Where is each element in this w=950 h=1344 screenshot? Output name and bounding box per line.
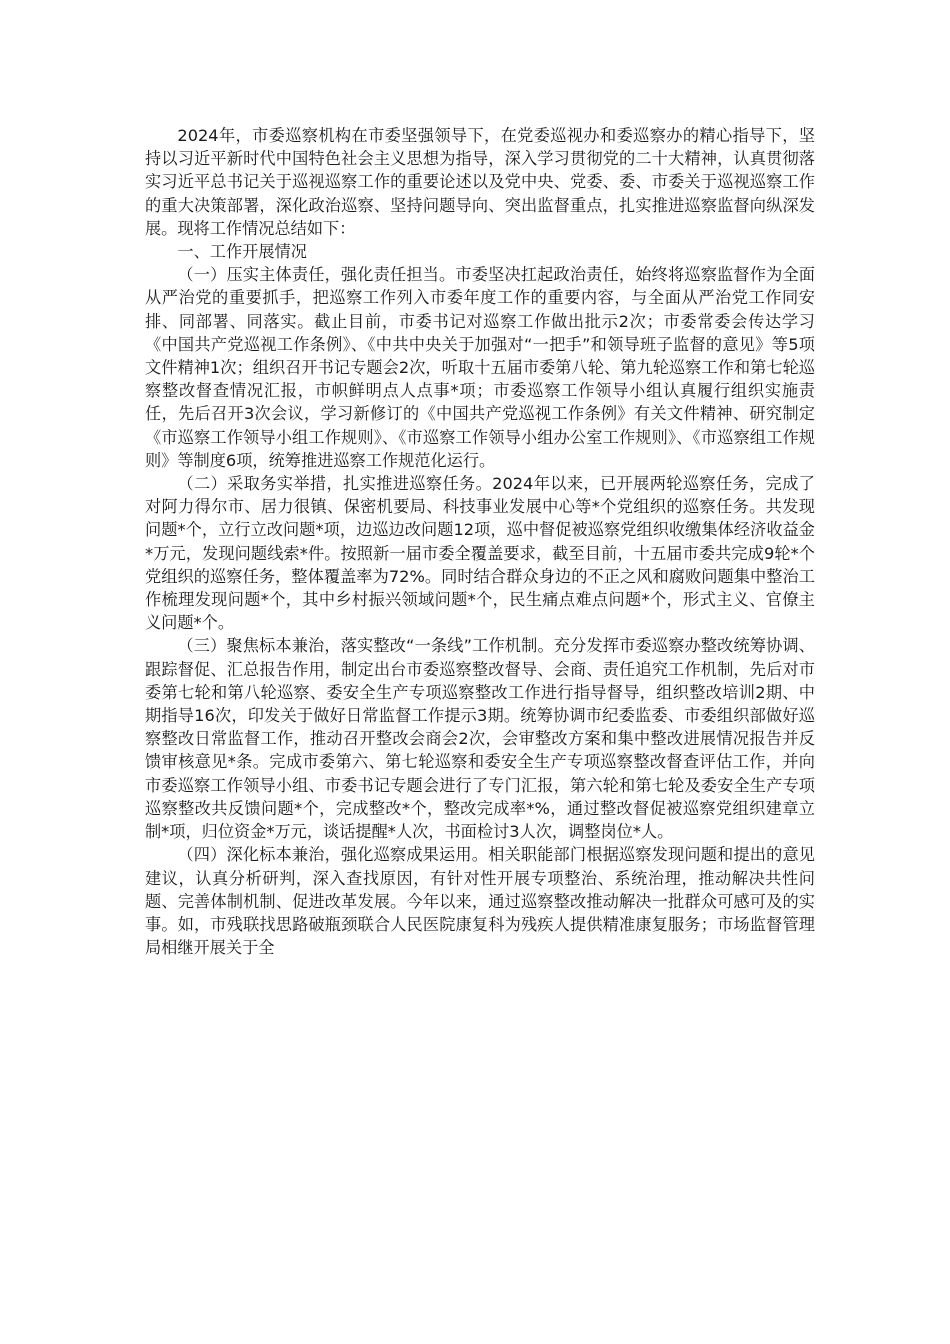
paragraph-item-4: （四）深化标本兼治，强化巡察成果运用。相关职能部门根据巡察发现问题和提出的意见建议，认真分析研判，深入查找原因，有针对性开展专项整治、系统治理，推动解决共性问题、完善体制机制、促进改革发展。今年以来，通过巡察整改推动解决一批群众可感可及的实事。如，市残联找思路破瓶颈联合人民医院康复科为残疾人提供精准康复服务；市场监督管理局相继开展关于全	[145, 845, 815, 958]
paragraph-item-3: （三）聚焦标本兼治，落实整改“一条线”工作机制。充分发挥市委巡察办整改统筹协调、跟踪督促、汇总报告作用，制定出台市委巡察整改督导、会商、责任追究工作机制，先后对市委第七轮和第八轮巡察、委安全生产专项巡察整改工作进行指导督导，组织整改培训2期、中期指导16次，印发关于做好日常监督工作提示3期。统筹协调市纪委监委、市委组织部做好巡察整改日常监督工作，推动召开整改会商会2次，会审整改方案和集中整改进展情况报告并反馈审核意见*条。完成市委第六、第七轮巡察和委安全生产专项巡察整改督查评估工作，并向市委巡察工作领导小组、市委书记专题会进行了专门汇报，第六轮和第七轮及委安全生产专项巡察整改共反馈问题*个，完成整改*个，整改完成率*%，通过整改督促被巡察党组织建章立制*项，归位资金*万元，谈话提醒*人次，书面检讨3人次，调整岗位*人。	[145, 636, 815, 842]
section-heading-work-status: 一、工作开展情况	[177, 242, 307, 262]
paragraph-item-2: （二）采取务实举措，扎实推进巡察任务。2024年以来，已开展两轮巡察任务，完成了对阿力得尔市、居力很镇、保密机要局、科技事业发展中心等*个党组织的巡察任务。共发现问题*个，立行立改问题*项，边巡边改问题12项，巡中督促被巡察党组织收缴集体经济收益金*万元，发现问题线索*件。按照新一届市委全覆盖要求，截至目前，十五届市委共完成9轮*个党组织的巡察任务，整体覆盖率为72%。同时结合群众身边的不正之风和腐败问题集中整治工作梳理发现问题*个，其中乡村振兴领域问题*个，民生痛点难点问题*个，形式主义、官僚主义问题*个。	[145, 474, 815, 633]
intro-paragraph: 2024年，市委巡察机构在市委坚强领导下，在党委巡视办和委巡察办的精心指导下，坚持以习近平新时代中国特色社会主义思想为指导，深入学习贯彻党的二十大精神，认真贯彻落实习近平总书记关于巡视巡察工作的重要论述以及党中央、党委、委、市委关于巡视巡察工作的重大决策部署，深化政治巡察、坚持问题导向、突出监督重点，扎实推进巡察监督向纵深发展。现将工作情况总结如下：	[145, 126, 815, 238]
paragraph-item-1: （一）压实主体责任，强化责任担当。市委坚决扛起政治责任，始终将巡察监督作为全面从严治党的重要抓手，把巡察工作列入市委年度工作的重要内容，与全面从严治党工作同安排、同部署、同落实。截止目前，市委书记对巡察工作做出批示2次；市委常委会传达学习《中国共产党巡视工作条例》、《中共中央关于加强对“一把手”和领导班子监督的意见》等5项文件精神1次；组织召开书记专题会2次，听取十五届市委第八轮、第九轮巡察工作和第七轮巡察整改督查情况汇报，市帜鲜明点人点事*项；市委巡察工作领导小组认真履行组织实施责任，先后召开3次会议，学习新修订的《中国共产党巡视工作条例》有关文件精神、研究制定《市巡察工作领导小组工作规则》、《市巡察工作领导小组办公室工作规则》、《市巡察组工作规则》等制度6项，统筹推进巡察工作规范化运行。	[145, 265, 815, 470]
document-body	[145, 124, 815, 959]
